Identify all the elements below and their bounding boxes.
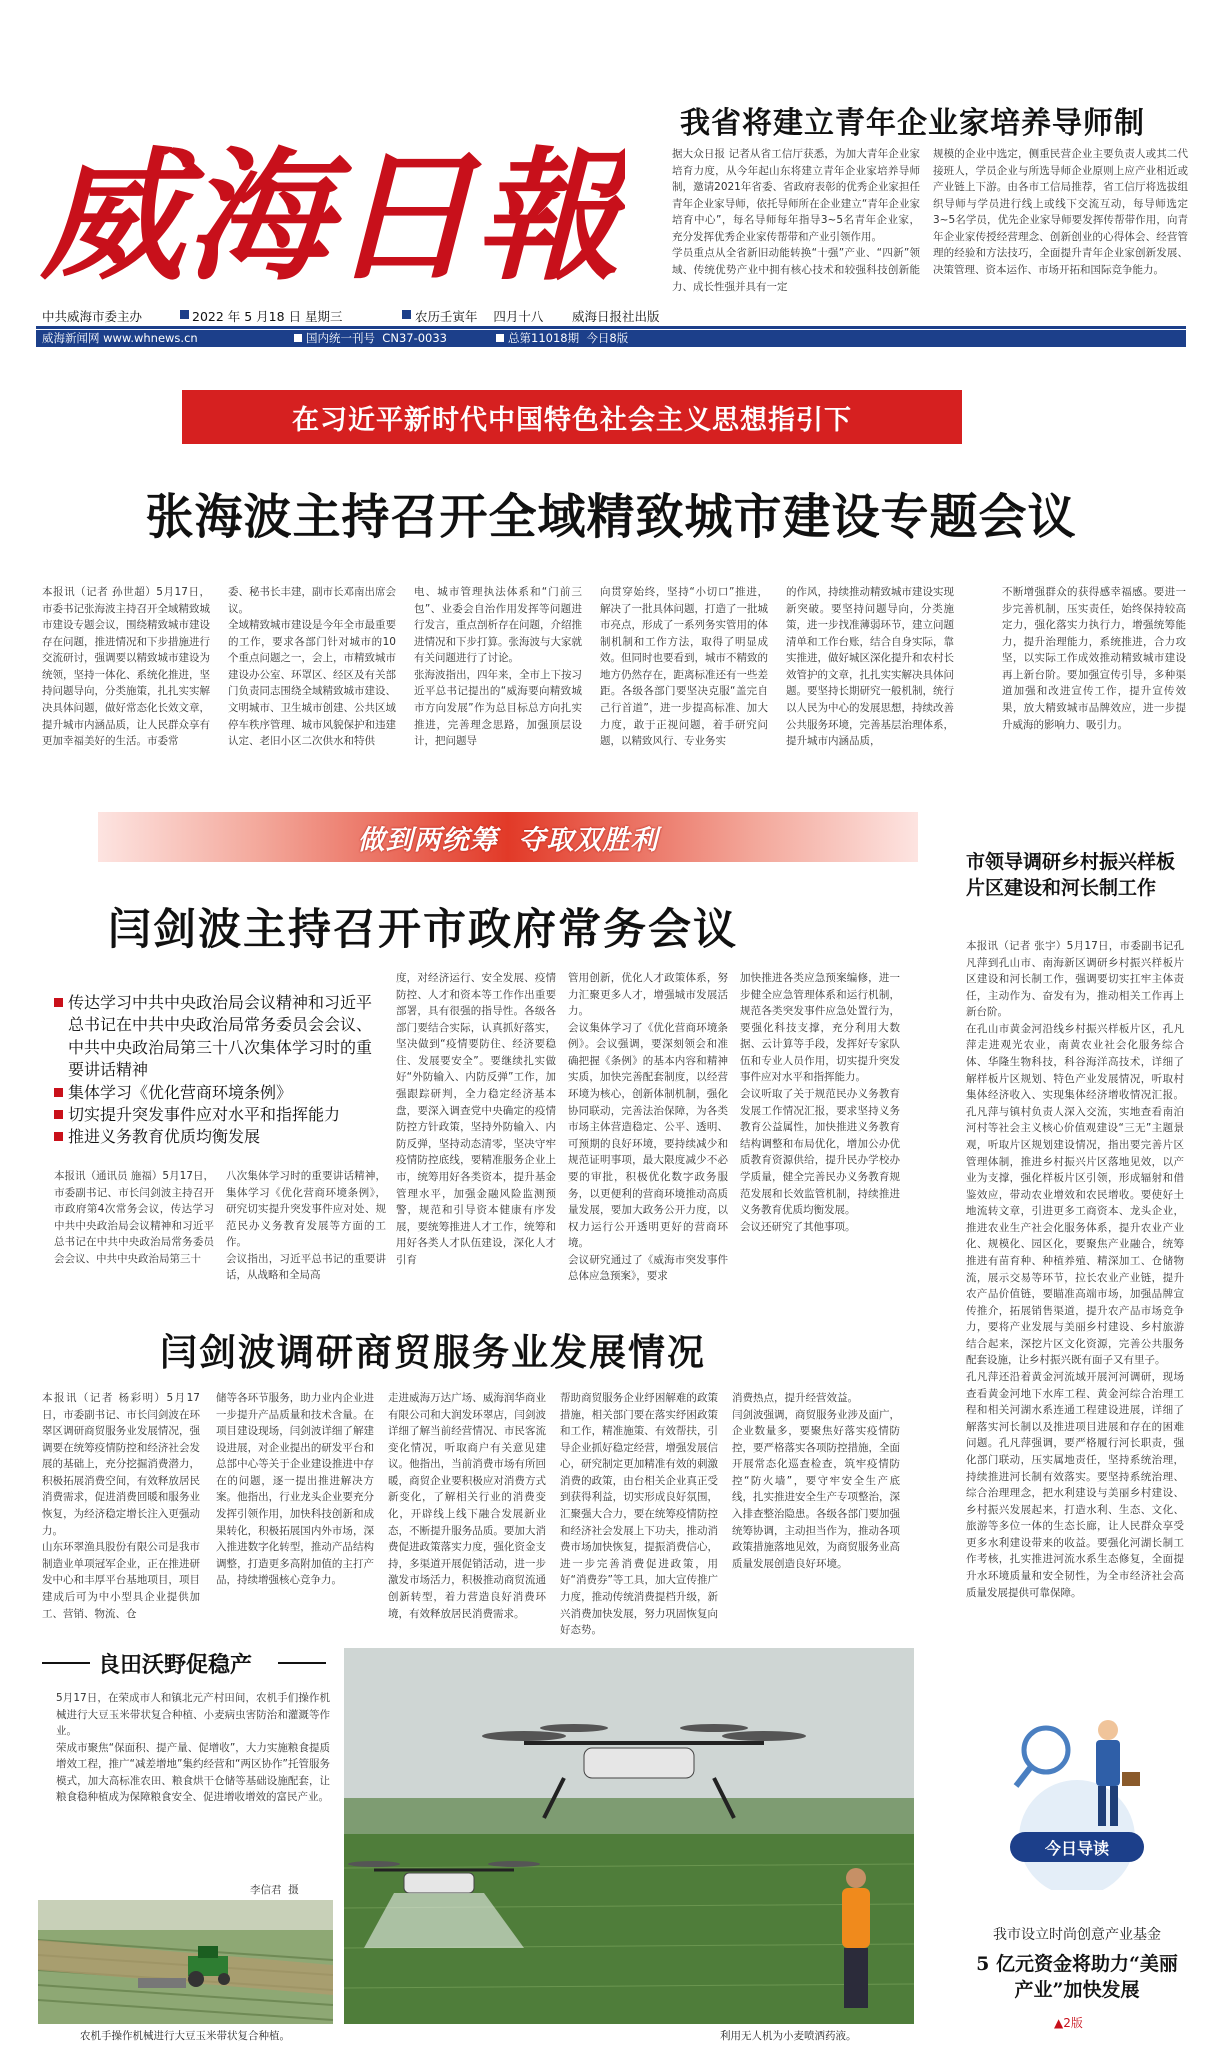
- issue-number: 总第11018期 今日8版: [508, 331, 629, 345]
- farmer-figure: [842, 1868, 870, 2008]
- article2-headline: 闫剑波主持召开市政府常务会议: [108, 905, 738, 955]
- article3-col: 本报讯（记者 杨彩明）5月17日，市委副书记、市长闫剑波在环翠区调研商贸服务业发展情况，强调要在统筹疫情防控和经济社会发展的基础上，充分挖掘消费潜力，积极拓展消费空间，有效释放居民消费需求，促进消费回暖和服务业恢复，为经济稳定增长注入更强动力。 山东环翠渔具股份有限公司是我市制造业单项冠军企业，正在推进研发中心和丰厚平台基地项目，项目建成后可为中小型具企业提供加工、营销、物流、仓: [42, 1392, 200, 1620]
- article2-bullets: [54, 992, 384, 1149]
- banner-two-coordinations-text: 做到两统筹 夺取双胜利: [357, 824, 659, 856]
- photo-story-header: [42, 1648, 342, 1678]
- photo-story-headline: 良田沃野促稳产: [98, 1652, 253, 1678]
- photo-byline: 李信君 摄: [250, 1884, 299, 1896]
- photo-drones: [344, 1648, 914, 2024]
- masthead-info-bar: [36, 330, 1186, 347]
- article1-col: 向贯穿始终，坚持“小切口”推进，解决了一批具体问题，打造了一批城市亮点，形成了一系列务实管用的体制机制和工作方法，取得了明显成效。但同时也要看到，城市不精致的地方仍然存在，距离标准还有一些差距。各级各部门要坚决克服“盖完自己行首道”，进一步提高标准、加大力度，敢于正视问题，着手研究问题，以精致风行、专业务实: [600, 586, 768, 748]
- article3-col: 消费热点，提升经营效益。 闫剑波强调，商贸服务业涉及面广，企业数量多，要聚焦好落实疫情防控，要严格落实各项防控措施，全面开展常态化巡查检查，筑牢疫情防控“防火墙”，要守牢安全生产底线，扎实推进安全生产专项整治，深入排查整治隐患。各级各部门要加强统筹协调，主动担当作为，推动各项政策措施落地见效，为商贸服务业高质量发展创造良好环境。: [732, 1392, 900, 1570]
- guide-title-badge: [1010, 1832, 1144, 1862]
- tractor-field-image: [38, 1900, 333, 2024]
- issue-date: 2022 年 5 月18 日 星期三: [192, 309, 343, 324]
- article3-col: 储等各环节服务，助力业内企业进一步提升产品质量和技术含量。在项目建设现场，闫剑波详细了解建设进展，对企业提出的研发平台和总部中心等关于企业建设推进中存在的问题，逐一提出推进解决方案。他指出，行业龙头企业要充分发挥引领作用，加快科技创新和成果转化，积极拓展国内外市场，深入推进数字化转型，推动产品结构调整，打造更多高附加值的主打产品，持续增强核心竞争力。: [216, 1392, 374, 1587]
- article2-col: 本报讯（通讯员 施福）5月17日，市委副书记、市长闫剑波主持召开市政府第4次常务会议，传达学习中共中央政治局会议精神和习近平总书记在中共中央政治局常务委员会会议、中共中央政治局第三十: [54, 1170, 214, 1265]
- article3-headline: 闫剑波调研商贸服务业发展情况: [160, 1330, 706, 1374]
- guide-headline[interactable]: 5 亿元资金将助力“美丽产业”加快发展: [976, 1953, 1178, 2001]
- masthead-info-line: [42, 307, 1187, 325]
- photo-tractor: [38, 1900, 333, 2024]
- guide-subhead: 我市设立时尚创意产业基金: [993, 1927, 1161, 1943]
- guide-title: 今日导读: [1044, 1838, 1109, 1858]
- banner-two-coordinations: [98, 812, 918, 862]
- article2-col: 加快推进各类应急预案编修，进一步健全应急管理体系和运行机制，规范各类突发事件应急处置行为，要强化科技支撑，充分利用大数据、云计算等手段，发挥好专家队伍和专业人员作用，切实提升突发事件应对水平和指挥能力。 会议听取了关于规范民办义务教育发展工作情况汇报，要求坚持义务教育公益属性，加快推进义务教育结构调整和布局优化，增加公办优质教育资源供给，提升民办学校办学质量，健全完善民办义务教育规范发展和长效监管机制，持续推进义务教育优质均衡发展。 会议还研究了其他事项。: [740, 972, 900, 1233]
- article2-bullet: 集体学习《优化营商环境条例》: [54, 1082, 384, 1104]
- masthead-rule: [36, 326, 1186, 329]
- article2-col: 度，对经济运行、安全发展、疫情防控、人才和资本等工作作出重要部署，具有很强的指导性。各级各部门要结合实际，认真抓好落实，坚决做到“疫情要防住、经济要稳住、发展要安全”。要继续扎实做好“外防输入、内防反弹”工作，加强跟踪研判，全力稳定经济基本盘，要深入调查党中央确定的疫情防控方针政策，坚持外防输入、内防反弹，坚持动态清零，坚决守牢疫情防控底线，要精准服务企业上市，统筹用好各类资本，提升基金管理水平，加强金融风险监测预警，规范和引导资本健康有序发展，要统筹推进人才工作，统筹和用好各类人才队伍建设，深化人才引育: [396, 972, 556, 1266]
- website-link[interactable]: 威海新闻网 www.whnews.cn: [42, 331, 198, 345]
- lunar-marker-icon: [402, 310, 411, 319]
- top-article-col2: 规模的企业中选定，侧重民营企业主要负责人或其二代接班人，学员企业与所选导师企业原则上应产业相近或产业链上下游。由各市工信局推荐，省工信厅将选拔组织导师与学员进行线上或线下交流互动，每导师选定3~5名学员，优先企业家导师要发挥传帮带作用，向青年企业家传授经营理念、创新创业的心得体会、经营管理的经验和方法技巧，全面提升青年企业家创新发展、决策管理、资本运作、市场开拓和国际竞争能力。: [933, 148, 1188, 277]
- issn-marker-icon: [294, 334, 302, 342]
- photo-story-rule: [278, 1662, 326, 1664]
- article2-bullet: 传达学习中共中央政治局会议精神和习近平总书记在中共中央政治局常务委员会会议、中共中央政治局第三十八次集体学习时的重要讲话精神: [54, 992, 384, 1082]
- photo-caption-right: 利用无人机为小麦喷洒药液。: [720, 2030, 857, 2042]
- article1-headline: 张海波主持召开全域精致城市建设专题会议: [145, 489, 1077, 545]
- newspaper-logo-icon: [40, 118, 625, 293]
- article1-col: 不断增强群众的获得感幸福感。要进一步完善机制，压实责任，始终保持较高定力，强化落实力执行力，增强统筹能力，提升治理能力，系统推进，合力攻坚，以实际工作成效推动精致城市建设再上新台阶。要加强宣传引导，多种渠道加强和改进宣传工作，提升宣传效果，放大精致城市品牌效应，进一步提升威海的影响力、吸引力。: [1002, 586, 1186, 731]
- publisher-right: 威海日报社出版: [572, 309, 660, 324]
- photo-caption-left: 农机手操作机械进行大豆玉米带状复合种植。: [80, 2030, 290, 2042]
- sidebar-headline: 市领导调研乡村振兴样板片区建设和河长制工作: [966, 851, 1176, 899]
- article2-bullet: 切实提升突发事件应对水平和指挥能力: [54, 1104, 384, 1126]
- issue-marker-icon: [496, 334, 504, 342]
- article1-col: 的作风，持续推动精致城市建设实现新突破。要坚持问题导向，分类施策，进一步找准薄弱环节，建立问题清单和工作台账，结合自身实际，靠实推进，做好城区深化提升和农村长效管护的文章，扎扎实实解决具体问题。要坚持长期研究一般机制，统行以人民为中心的发展思想，持续改善公共服务环境，完善基层治理体系，提升城市内涵品质，: [786, 586, 954, 748]
- article2-bullet: 推进义务教育优质均衡发展: [54, 1126, 384, 1148]
- date-marker-icon: [180, 310, 189, 319]
- guide-page-ref[interactable]: ▲2版: [1054, 2016, 1083, 2030]
- lunar-date: 农历壬寅年 四月十八: [415, 309, 544, 324]
- article2-col: 管用创新，优化人才政策体系，努力汇聚更多人才，增强城市发展活力。 会议集体学习了《优化营商环境条例》。会议强调，要深刻领会和准确把握《条例》的基本内容和精神实质，加快完善配套制度，以经营环境为核心，创新体制机制，强化协同联动，完善法治保障，为各类市场主体营造稳定、公平、透明、可预期的良好环境，要持续减少和规范证明事项，最大限度减少不必要的审批，积极优化数字政务服务，以更便利的营商环境推动高质量发展，要加大政务公开力度，以权力运行公开透明更好的营商环境。 会议研究通过了《威海市突发事件总体应急预案》，要求: [568, 972, 728, 1283]
- article2-col: 八次集体学习时的重要讲话精神，集体学习《优化营商环境条例》，研究切实提升突发事件应对处、规范民办义务教育发展等方面的工作。 会议指出，习近平总书记的重要讲话，从战略和全局高: [226, 1170, 386, 1282]
- banner-thought-text: 在习近平新时代中国特色社会主义思想指引下: [292, 404, 852, 436]
- article1-col: 本报讯（记者 孙世超）5月17日，市委书记张海波主持召开全域精致城市建设专题会议，围绕精致城市建设存在问题，推进情况和下步措施进行交流研讨，强调要以精致城市建设为统领，坚持一体化、系统化推进，坚持问题导向，分类施策，扎扎实实解决具体问题，做好常态化长效文章，提升城市内涵品质，让人民群众享有更加幸福美好的生活。市委常: [42, 586, 210, 748]
- photo-story-body: 5月17日，在荣成市人和镇北元产村田间，农机手们操作机械进行大豆玉米带状复合种植、小麦病虫害防治和灌溉等作业。 荣成市聚焦“保面积、提产量、促增收”，大力实施粮食提质增效工程，推广“减差增地”集约经营和“两区协作”托管服务模式，加大高标准农田、粮食烘干仓储等基础设施配套，让粮食稳种植成为保障粮食安全、促进增收增效的富民产业。: [56, 1692, 330, 1804]
- banner-thought: [182, 390, 962, 444]
- article3-col: 帮助商贸服务企业纾困解难的政策措施，相关部门要在落实纾困政策和工作，精准施策、有效帮扶，引导企业抓好稳定经营，增强发展信心，研究制定更加精准有效的刺激消费的政策，由台相关企业真正受到获得利益，切实形成良好氛围，汇聚强大合力，要在统筹疫情防控和经济社会发展上下功夫，推动消费市场加快恢复，提振消费信心，进一步完善消费促进政策，用好“消费券”等工具，加大宣传推广力度，推动传统消费提档升级，新兴消费加快发展，努力巩固恢复向好态势。: [560, 1392, 718, 1637]
- top-article-col1: 据大众日报 记者从省工信厅获悉，为加大青年企业家培育力度，从今年起山东将建立青年企业家培养导师制，邀请2021年省委、省政府表彰的优秀企业家担任青年企业家导师，依托导师所在企业建立“青年企业家培育中心”，每名导师每年指导3~5名青年企业家，充分发挥优秀企业家传帮带和产业引领作用。 学员重点从全省新旧动能转换“十强”产业、“四新”领域、传统优势产业中拥有核心技术和较强科技创新能力、成长性强并具有一定: [672, 148, 920, 293]
- drone-field-image: [344, 1648, 914, 2024]
- photo-story-rule: [42, 1662, 90, 1664]
- logo-text: 威海日報: [40, 134, 625, 293]
- sidebar-body: 本报讯（记者 张宇）5月17日，市委副书记孔凡萍到孔山市、南海新区调研乡村振兴样板片区建设和河长制工作，强调要切实扛牢主体责任，主动作为、奋发有为，推动相关工作再上新台阶。 在孔山市黄金河沿线乡村振兴样板片区，孔凡萍走进观光农业，南黄农业社会化服务综合体、华隆生物科技，科谷海洋高技术，详细了解样板片区规划、特色产业发展情况，听取村集体经济收入、实现集体经济增收情况汇报。孔凡萍与镇村负责人深入交流，实地查看南泊河村等社会主义核心价值观建设“三无”主题景观，听取片区规划建设情况，指出要完善片区管理体制，推进乡村振兴片区落地见效，以产业为支撑，强化样板片区引领，形成辐射和借鉴效应，带动农业增效和农民增收。要使好土地流转文章，引进更多工商资本、龙头企业，推进农业生产社会化服务体系，提升农业产业化、规模化、园区化，要聚焦产业融合，统筹推进有苗育种、种植养殖、精深加工、仓储物流，展示交易等环节，拉长农业产业链，提升农产品价值链，要瞄准高端市场，加强品牌宣传推介，拓展销售渠道，提升农产品市场竞争力，要将产业发展与美丽乡村建设、乡村旅游结合起来，深挖片区文化资源，完善公共服务配套设施，让乡村振兴既有面子又有里子。 孔凡萍还沿着黄金河流域开展河河调研，现场查看黄金河地下水库工程、黄金河综合治理工程和相关河湖水系连通工程建设进展，详细了解落实河长制以及推进项目进展和存在的困难问题。孔凡萍强调，要严格履行河长职责，强化部门联动，压实属地责任，坚持系统治理，持续推进河长制有效落实。要坚持系统治理、综合治理理念，把水利建设与美丽乡村建设、乡村振兴发展起来，打造水利、生态、文化、旅游等多位一体的生态长廊，让人民群众享受更多水利建设带来的收益。要强化河湖长制工作考核，扎实推进河流水系生态修复，全面提升水环境质量和安全韧性，为全市经济社会高质量发展提供可靠保障。: [966, 940, 1184, 1599]
- article1-col: 电、城市管理执法体系和“门前三包”、业委会自治作用发挥等问题进行发言，重点剖析存在问题，介绍推进情况和下步打算。张海波与大家就有关问题进行了讨论。 张海波指出，四年来，全市上下按习近平总书记提出的“威海要向精致城市方向发展”作为总目标总方向扎实推进，完善理念思路，加强顶层设计，把问题导: [414, 586, 582, 748]
- issn: 国内统一刊号 CN37-0033: [306, 331, 447, 345]
- publisher-left: 中共威海市委主办: [42, 309, 143, 324]
- article1-col: 委、秘书长丰建，副市长邓南出席会议。 全域精致城市建设是今年全市最重要的工作，要求各部门针对城市的10个重点问题之一，会上，市精致城市建设办公室、环罩区、经区及有关部门负责同志围绕全域精致城市建设、文明城市、卫生城市创建、公共区域停车秩序管理、城市风貌保护和违建认定、老旧小区二次供水和特供: [228, 586, 396, 748]
- top-headline: 我省将建立青年企业家培养导师制: [680, 106, 1145, 141]
- article3-col: 走进威海万达广场、威海润华商业有限公司和大润发环翠店，闫剑波详细了解当前经营情况、市民客流变化情况，听取商户有关意见建议。他指出，当前消费市场有所回暖，商贸企业要积极应对消费方式新变化，了解相关行业的消费变化，开辟线上线下融合发展新业态，不断提升服务品质。要加大消费促进政策落实力度，强化资金支持，多渠道开展促销活动，进一步激发市场活力，积极推动商贸流通创新转型，着力营造良好消费环境，有效释放居民消费需求。: [388, 1392, 546, 1620]
- masthead-logo: [40, 118, 625, 293]
